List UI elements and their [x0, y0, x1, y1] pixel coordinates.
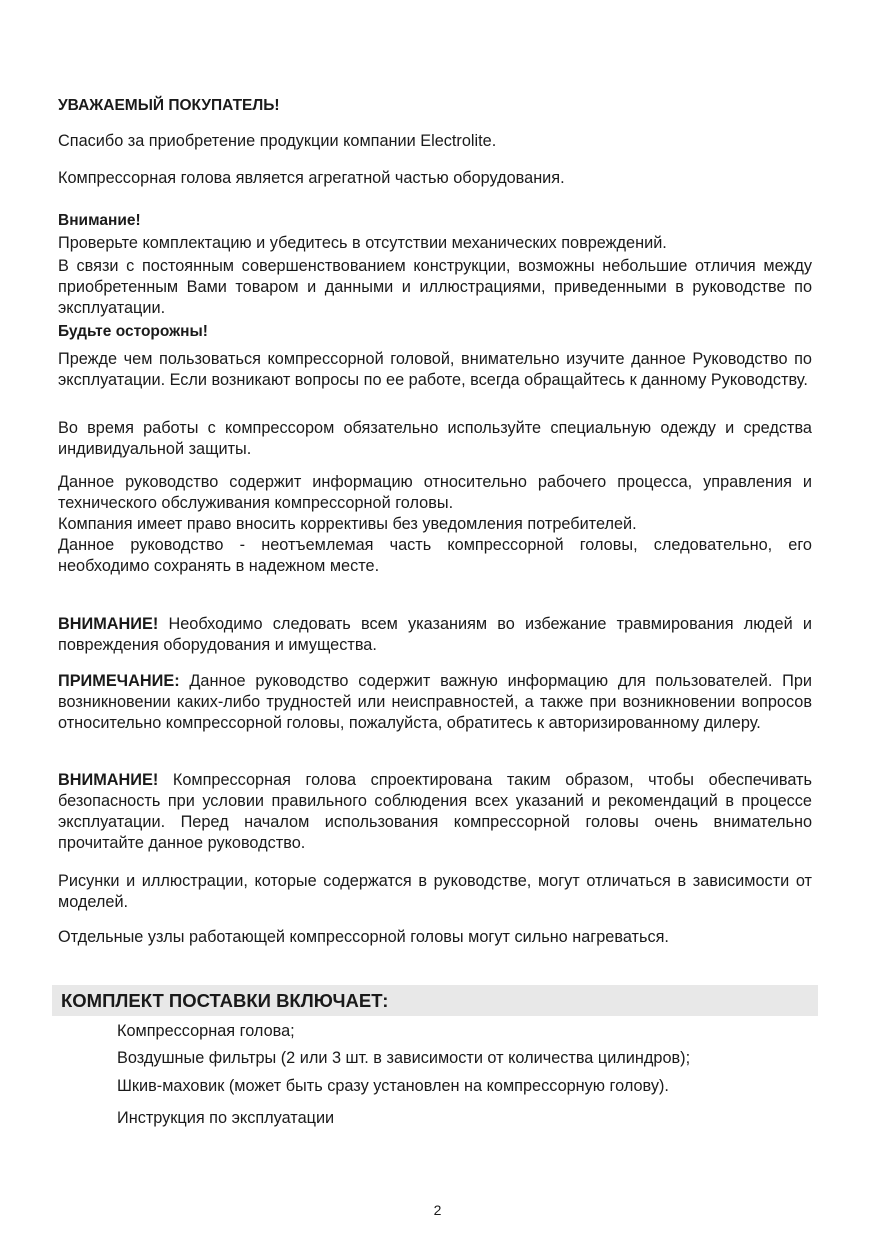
kit-heading: КОМПЛЕКТ ПОСТАВКИ ВКЛЮЧАЕТ:	[61, 990, 389, 1011]
page-number: 2	[433, 1202, 442, 1218]
warning-1	[58, 614, 812, 656]
kit-item: Воздушные фильтры (2 или 3 шт. в зависимости от количества цилиндров);	[117, 1049, 691, 1067]
careful-paragraph-1: Прежде чем пользоваться компрессорной головой, внимательно изучите данное Руководство по эксплуатации. Если возникают вопросы по ее работе, всегда обращайтесь к данному Руководству.	[58, 350, 812, 389]
careful-paragraph-3c: Данное руководство - неотъемлемая часть компрессорной головы, следовательно, его необходимо сохранять в надежном месте.	[58, 536, 812, 575]
kit-item: Компрессорная голова;	[117, 1022, 295, 1040]
careful-paragraph-3a: Данное руководство содержит информацию относительно рабочего процесса, управления и технического обслуживания компрессорной головы.	[58, 473, 812, 512]
careful-heading: Будьте осторожны!	[58, 323, 208, 340]
careful-paragraph-3b: Компания имеет право вносить коррективы без уведомления потребителей.	[58, 515, 637, 533]
thanks-text: Спасибо за приобретение продукции компании Electrolite.	[58, 132, 497, 150]
warning-2-lead: ВНИМАНИЕ!	[58, 771, 159, 789]
kit-item: Инструкция по эксплуатации	[117, 1109, 335, 1127]
figures-note: Рисунки и иллюстрации, которые содержатся в руководстве, могут отличаться в зависимости от моделей.	[58, 872, 812, 911]
careful-paragraph-2: Во время работы с компрессором обязательно используйте специальную одежду и средства индивидуальной защиты.	[58, 419, 812, 458]
warning-1-text: Необходимо следовать всем указаниям во избежание травмирования людей и повреждения оборудования и имущества.	[58, 615, 812, 654]
note-text: Данное руководство содержит важную информацию для пользователей. При возникновении каких-либо трудностей или неисправностей, а также при возникновении вопросов относительно компрессорной головы, пожалуйста, обратитесь к авторизированному дилеру.	[58, 672, 812, 732]
careful-paragraph-3	[58, 472, 812, 577]
kit-item: Шкив-маховик (может быть сразу установлен на компрессорную голову).	[117, 1077, 669, 1095]
page-title: УВАЖАЕМЫЙ ПОКУПАТЕЛЬ!	[58, 97, 280, 114]
attention-paragraph-2: В связи с постоянным совершенствованием конструкции, возможны небольшие отличия между приобретенным Вами товаром и данными и иллюстрациями, приведенными в руководстве по эксплуатации.	[58, 257, 812, 317]
hot-parts-note: Отдельные узлы работающей компрессорной головы могут сильно нагреваться.	[58, 928, 669, 946]
note-lead: ПРИМЕЧАНИЕ:	[58, 672, 180, 690]
warning-2-text: Компрессорная голова спроектирована таким образом, чтобы обеспечивать безопасность при условии правильного соблюдения всех указаний и рекомендаций в процессе эксплуатации. Перед началом использования компрессорной головы очень внимательно прочитайте данное руководство.	[58, 771, 812, 852]
warning-2	[58, 770, 812, 854]
warning-1-lead: ВНИМАНИЕ!	[58, 615, 159, 633]
attention-paragraph-1: Проверьте комплектацию и убедитесь в отсутствии механических повреждений.	[58, 234, 667, 252]
attention-heading: Внимание!	[58, 212, 141, 229]
kit-heading-band	[52, 985, 818, 1016]
unit-note: Компрессорная голова является агрегатной частью оборудования.	[58, 169, 565, 187]
note-block	[58, 671, 812, 734]
